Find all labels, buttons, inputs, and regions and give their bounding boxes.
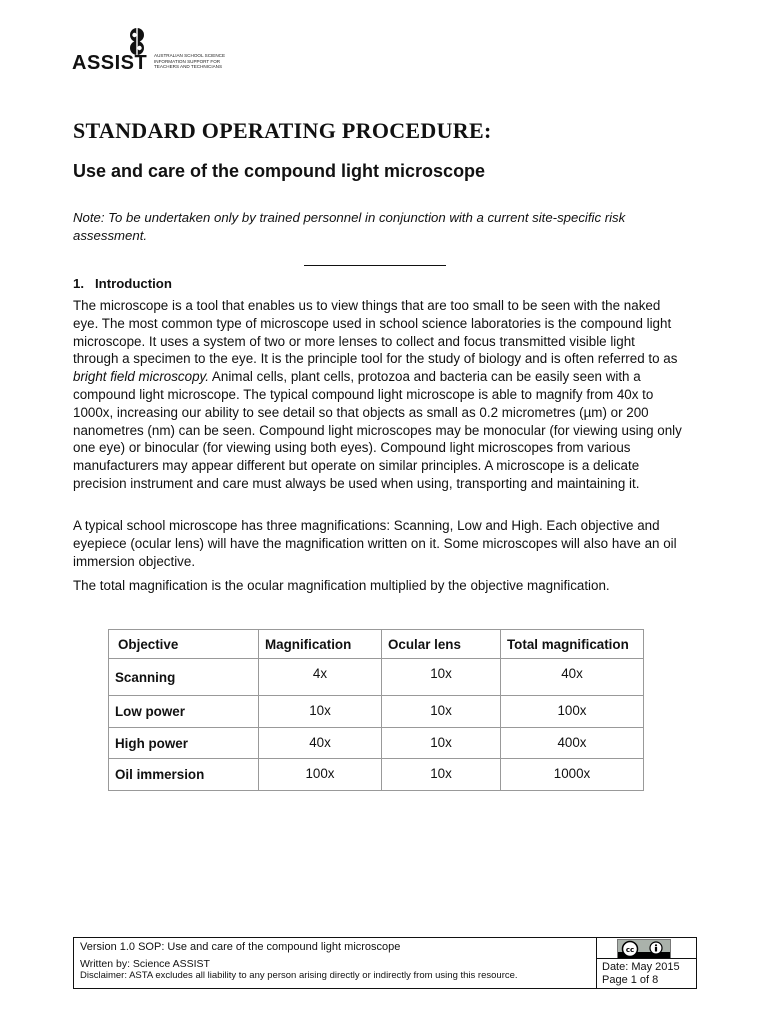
page-footer	[73, 937, 697, 989]
table-header-row	[109, 630, 644, 659]
table-row	[109, 659, 644, 696]
magnification-table	[108, 629, 644, 791]
footer-meta	[597, 938, 696, 988]
table-row	[109, 696, 644, 728]
cell-ocular: 10x	[382, 659, 501, 696]
cell-magnification: 100x	[259, 759, 382, 791]
section-title: Introduction	[95, 276, 172, 291]
intro-text-b: Animal cells, plant cells, protozoa and bacteria can be easily seen with a compound light microscope. The typical compound light microscope is able to magnify from 40x to 1000x, increasing our ability to see detail so that objects as small as 0.2 micrometres (µm) or 200 nanometres (nm) can be seen. Compound light microscopes may be monocular (for viewing using only one eye) or binocular (for viewing using both eyes). Compound light microscopes from various manufacturers may appear different but operate on similar principles. A microscope is a delicate precision instrument and care must always be used when using, transporting and maintaining it.	[73, 369, 682, 491]
assist-logo	[72, 26, 232, 76]
cell-magnification: 40x	[259, 728, 382, 759]
cell-magnification: 4x	[259, 659, 382, 696]
section-heading	[73, 276, 172, 291]
logo-wordmark: ASSIST	[72, 52, 148, 74]
intro-paragraph-3: The total magnification is the ocular magnification multiplied by the objective magnification.	[73, 578, 610, 593]
cell-objective: High power	[109, 728, 259, 759]
footer-author: Written by: Science ASSIST	[80, 958, 210, 970]
cell-objective: Low power	[109, 696, 259, 728]
cell-ocular: 10x	[382, 728, 501, 759]
cell-total: 40x	[501, 659, 644, 696]
cell-objective: Oil immersion	[109, 759, 259, 791]
header-objective: Objective	[109, 630, 259, 659]
cell-total: 1000x	[501, 759, 644, 791]
logo-tagline: AUSTRALIAN SCHOOL SCIENCE INFORMATION SUPPORT FOR TEACHERS AND TECHNICIANS	[154, 53, 226, 70]
cell-total: 100x	[501, 696, 644, 728]
cell-magnification: 10x	[259, 696, 382, 728]
document-subtitle: Use and care of the compound light microscope	[73, 161, 486, 181]
svg-text:cc: cc	[625, 946, 635, 954]
intro-paragraph-2: A typical school microscope has three magnifications: Scanning, Low and High. Each objective and eyepiece (ocular lens) will have the magnification written on it. Some microscopes will also have an oil immersion objective.	[73, 518, 677, 569]
intro-paragraph-1	[73, 297, 683, 493]
cell-total: 400x	[501, 728, 644, 759]
intro-text-a: The microscope is a tool that enables us to view things that are too small to be seen with the naked eye. The most common type of microscope used in school science laboratories is the compound light microscope. It uses a system of two or more lenses to collect and focus transmitted visible light through a specimen to the eye. It is the principle tool for the study of biology and is often referred to as	[73, 298, 678, 367]
footer-date: Date: May 2015	[602, 961, 680, 973]
footer-date-block	[602, 961, 680, 987]
intro-emphasis: bright field microscopy.	[73, 369, 209, 385]
section-number: 1.	[73, 276, 84, 291]
footer-page: Page 1 of 8	[602, 974, 659, 986]
header-ocular: Ocular lens	[382, 630, 501, 659]
creative-commons-by-icon	[617, 939, 671, 959]
section-divider	[304, 265, 446, 266]
header-total: Total magnification	[501, 630, 644, 659]
cell-ocular: 10x	[382, 759, 501, 791]
cell-objective: Scanning	[109, 659, 259, 696]
footer-disclaimer: Disclaimer: ASTA excludes all liability to any person arising directly or indirectly from using this resource.	[80, 970, 518, 981]
footer-version: Version 1.0 SOP: Use and care of the compound light microscope	[80, 941, 401, 953]
document-title: STANDARD OPERATING PROCEDURE:	[73, 118, 492, 143]
safety-note: Note: To be undertaken only by trained personnel in conjunction with a current site-specific risk assessment.	[73, 210, 626, 243]
header-magnification: Magnification	[259, 630, 382, 659]
table-row	[109, 759, 644, 791]
footer-info	[74, 938, 597, 988]
table-row	[109, 728, 644, 759]
cell-ocular: 10x	[382, 696, 501, 728]
footer-rule	[597, 958, 696, 959]
